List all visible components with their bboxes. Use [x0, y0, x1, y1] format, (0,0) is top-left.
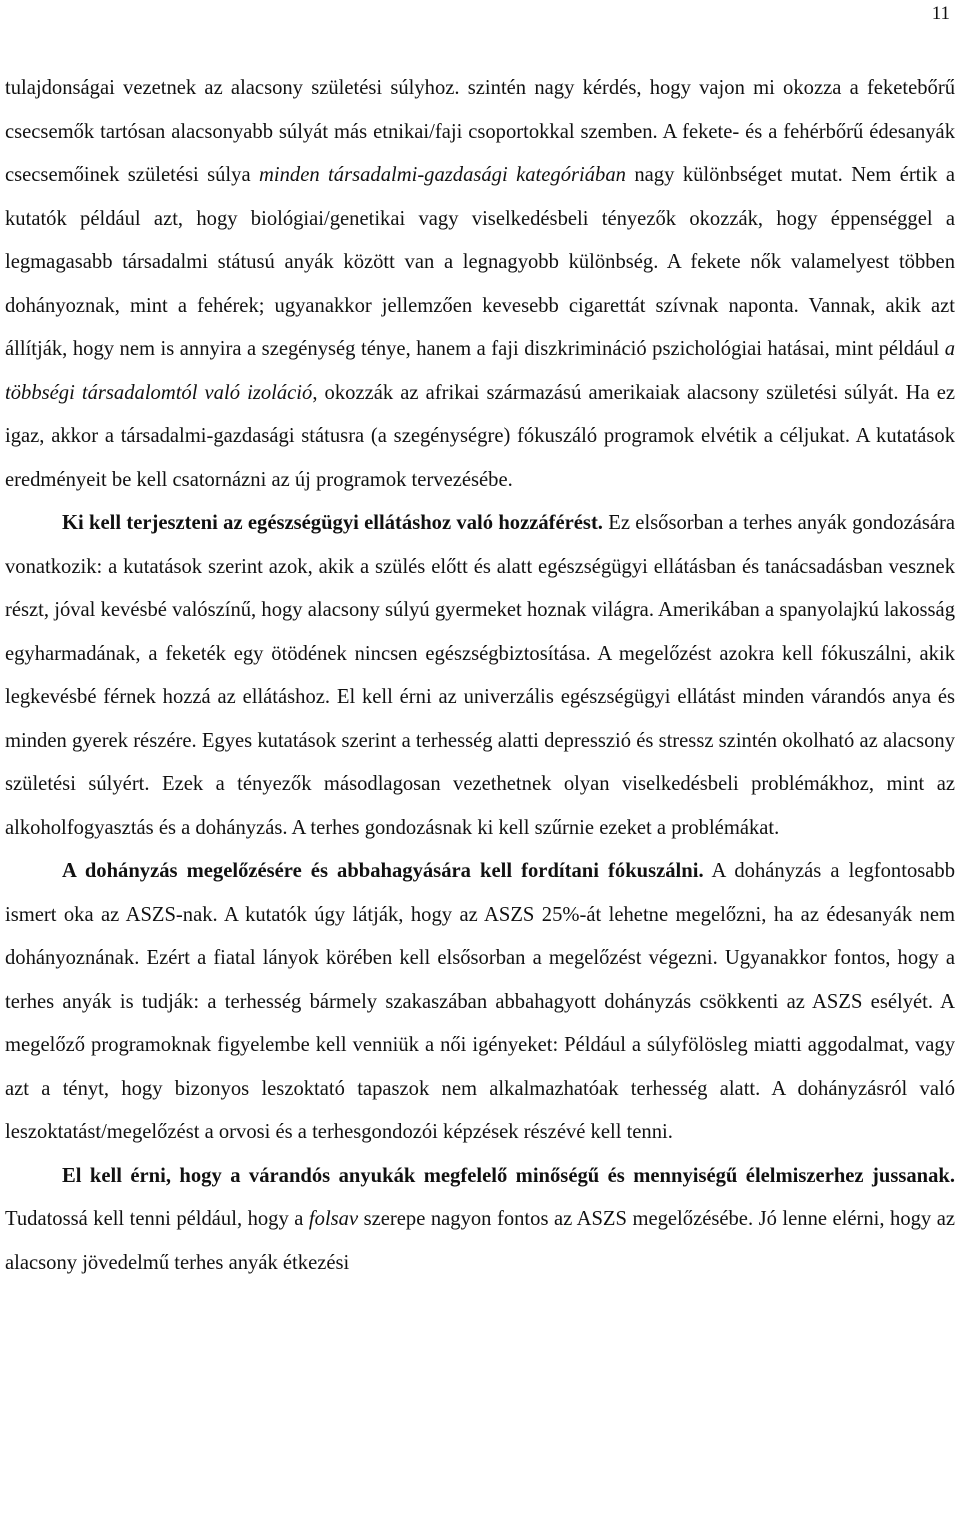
paragraph-birth-weight-differences — [5, 67, 955, 502]
paragraph-text: Tudatossá kell tenni például, hogy a — [5, 1208, 309, 1230]
paragraph-heading: Ki kell terjeszteni az egészségügyi ellátáshoz való hozzáférést. — [62, 512, 603, 534]
paragraph-text: Ez elsősorban a terhes anyák gondozására vonatkozik: a kutatások szerint azok, akik a szülés előtt és alatt egészségügyi ellátásban és tanácsadásban vesznek részt, jóval kevésbé valószínű, hogy alacsony súlyú gyermeket hoznak világra. Amerikában a spanyolajkú lakosság egyharmadának, a feketék egy ötödének nincsen egészségbiztosítása. A megelőzést azokra kell fókuszálni, akik legkevésbé férnek hozzá az ellátáshoz. El kell érni az univerzális egészségügyi ellátást minden várandós anya és minden gyerek részére. Egyes kutatások szerint a terhesség alatti depresszió és stressz szintén okolható az alacsony születési súlyért. Ezek a tényezők másodlagosan vezethetnek olyan viselkedésbeli problémákhoz, mint az alkoholfogyasztás és a dohányzás. A terhes gondozásnak ki kell szűrnie ezeket a problémákat. — [5, 512, 956, 839]
paragraph-heading: A dohányzás megelőzésére és abbahagyására kell fordítani fókuszálni. — [62, 860, 704, 882]
emphasis-text: folsav — [308, 1208, 359, 1230]
paragraph-nutrition — [5, 1155, 955, 1286]
emphasis-text: minden társadalmi-gazdasági kategóriában — [259, 164, 626, 186]
paragraph-smoking-prevention — [5, 850, 955, 1155]
paragraph-text: szerepe nagyon fontos az ASZS megelőzésébe. Jó lenne elérni, hogy az alacsony jövedelmű terhes anyák étkezési — [5, 1208, 955, 1274]
paragraph-text: , okozzák az afrikai származású amerikaiak alacsony születési súlyát. Ha ez igaz, akkor a társadalmi-gazdasági státusra (a szegénységre) fókuszáló programok elvétik a céljukat. A kutatások eredményeit be kell csatornázni az új programok tervezésébe. — [5, 381, 956, 491]
document-body — [5, 67, 955, 1285]
paragraph-text: nagy különbséget mutat. Nem értik a kutatók például azt, hogy biológiai/genetikai vagy viselkedésbeli tényezők okozzák, hogy éppenséggel a legmagasabb társadalmi státusú anyák között van a legnagyobb különbség. A fekete nők valamelyest többen dohányoznak, mint a fehérek; ugyanakkor jellemzően kevesebb cigarettát szívnak naponta. Vannak, akik azt állítják, hogy nem is annyira a szegénység ténye, hanem a faji diszkrimináció pszichológiai hatásai, mint például — [5, 164, 955, 360]
paragraph-text: tulajdonságai vezetnek az alacsony születési súlyhoz. szintén nagy kérdés, hogy vajon mi okozza a feketebőrű csecsemők tartósan alacsonyabb súlyát más etnikai/faji csoportokkal szemben. A fekete- és a fehérbőrű édesanyák csecsemőinek születési súlya — [5, 77, 955, 186]
paragraph-healthcare-access — [5, 502, 955, 850]
paragraph-heading: El kell érni, hogy a várandós anyukák megfelelő minőségű és mennyiségű élelmiszerhez jussanak. — [62, 1164, 955, 1187]
paragraph-text: A dohányzás a legfontosabb ismert oka az ASZS-nak. A kutatók úgy látják, hogy az ASZS 25%-át lehetne megelőzni, ha az édesanyák nem dohányoznának. Ezért a fiatal lányok körében kell elsősorban a megelőzést végezni. Ugyanakkor fontos, hogy a terhes anyák is tudják: a terhesség bármely szakaszában abbahagyott dohányzás csökkenti az ASZS esélyét. A megelőző programoknak figyelembe kell venniük a női igényeket: Például a súlyfölösleg miatti aggodalmat, vagy azt a tényt, hogy bizonyos leszoktató tapaszok nem alkalmazhatóak terhesség alatt. A dohányzásról való leszoktatást/megelőzést a orvosi és a terhesgondozói képzések részévé kell tenni. — [5, 860, 955, 1143]
emphasis-text: a többségi társadalomtól való izoláció — [5, 338, 955, 404]
page-number: 11 — [931, 3, 950, 24]
